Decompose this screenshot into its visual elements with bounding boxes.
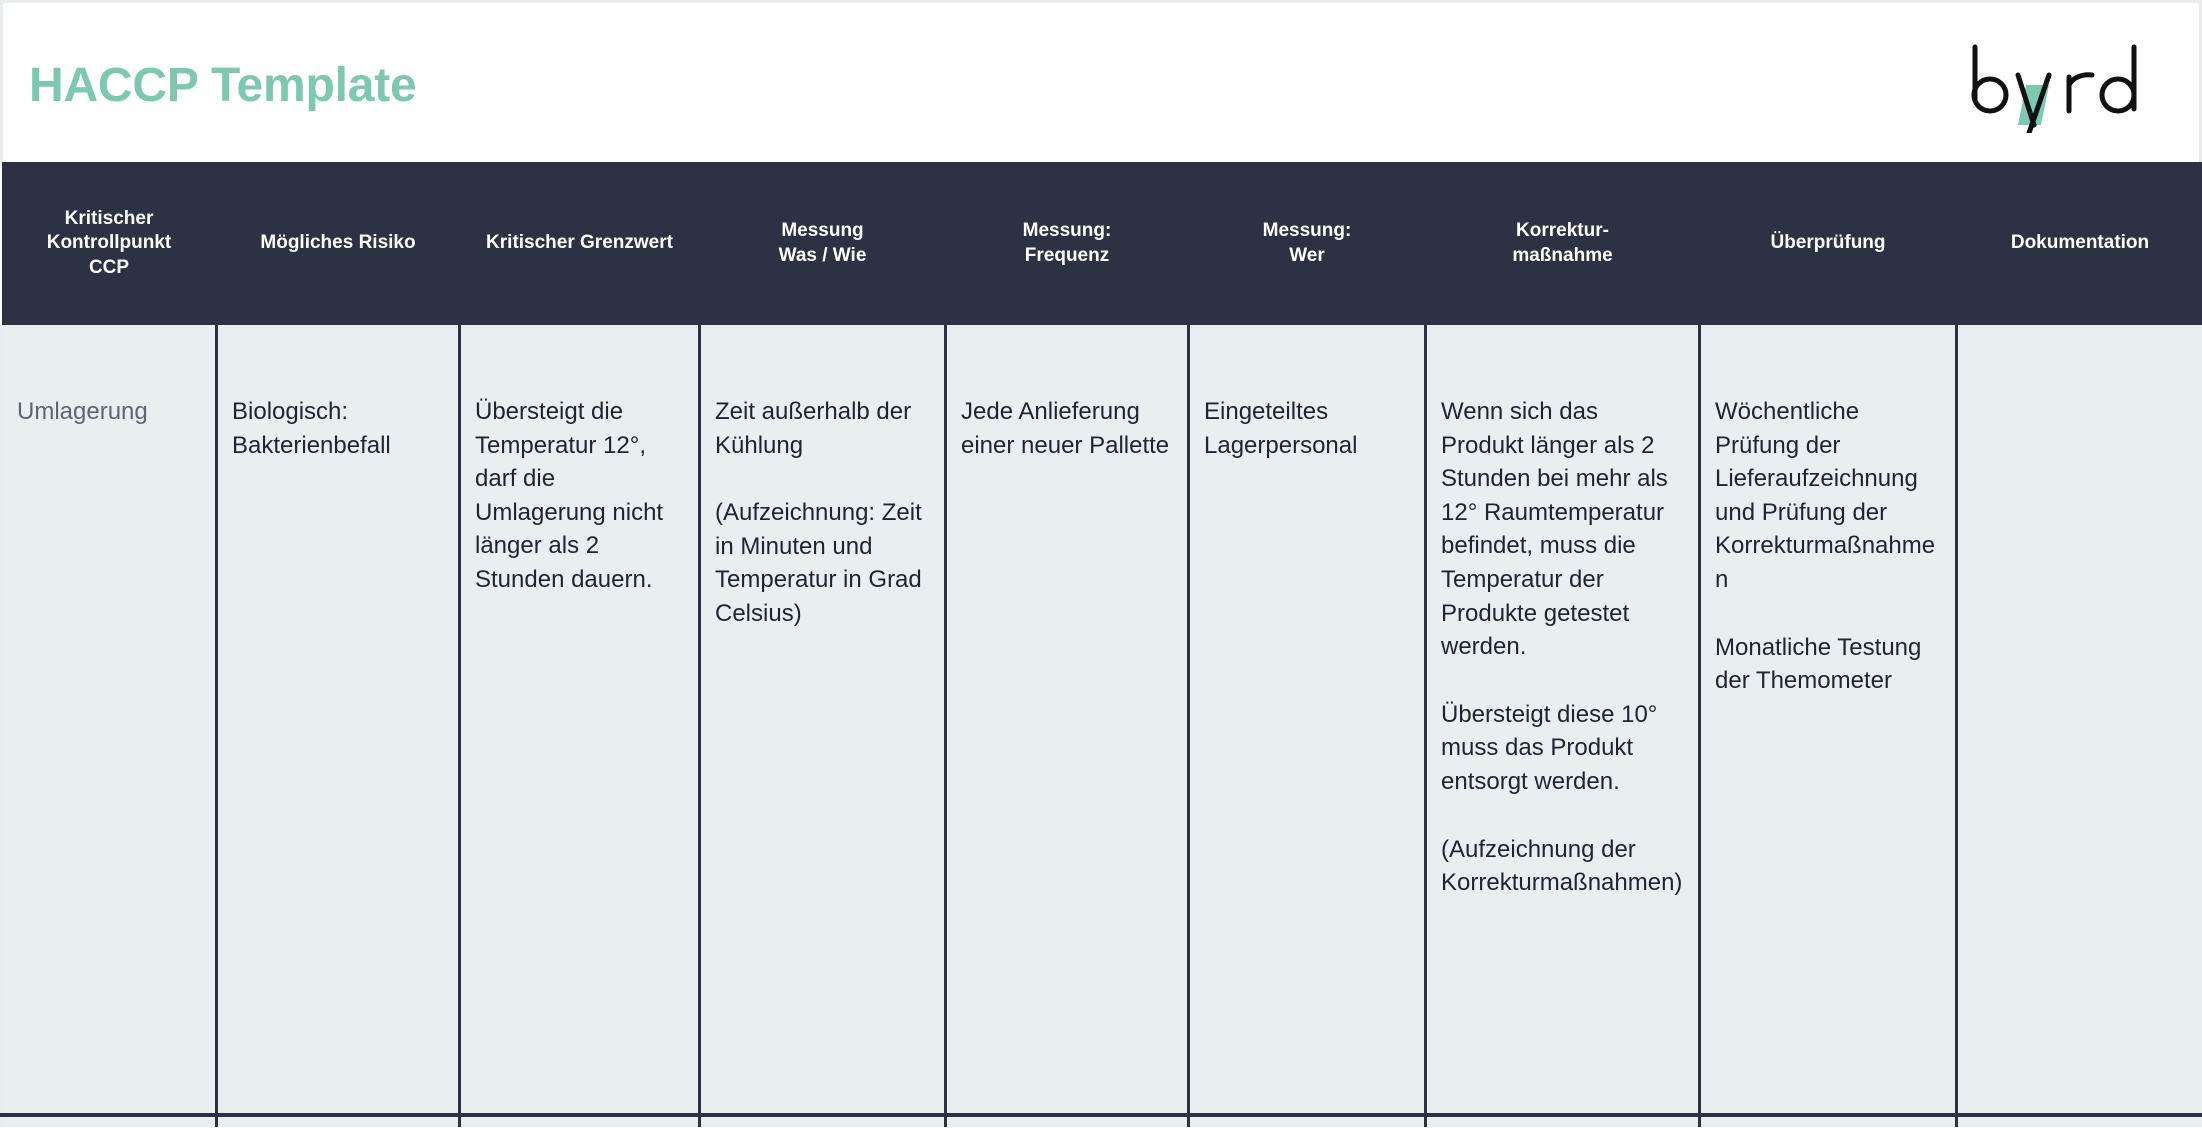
next-row-cell [458,1117,698,1127]
table-body [2,325,2202,1115]
column-header-line: CCP [88,256,130,278]
column-header-line: Was / Wie [778,244,867,266]
column-header-line: Frequenz [1024,244,1110,266]
next-row-cell [698,1117,944,1127]
cell-messung-wer[interactable] [1189,325,1426,1115]
column-header-korrekturmassnahme [1426,162,1700,325]
next-row-cell [1424,1117,1698,1127]
column-header-line: maßnahme [1512,244,1613,266]
column-header-line: Kontrollpunkt [46,232,172,254]
column-header-grenzwert [460,162,700,325]
next-row-cell [1698,1117,1955,1127]
column-header-risiko [217,162,460,325]
column-header-line: Korrektur- [1516,220,1609,242]
cell-risiko[interactable] [217,325,460,1115]
cell-korrekturmassnahme[interactable] [1426,325,1700,1115]
document-header [0,0,2202,162]
cell-paragraph: Übersteigt die Temperatur 12°, darf die Umlagerung nicht länger als 2 Stunden dauern. [475,398,664,593]
cell-paragraph: Wenn sich das Produkt länger als 2 Stunden bei mehr als 12° Raumtemperatur befindet, muss die Temperatur der Produkte getestet werden. [1441,398,1668,661]
column-header-messung-was-wie [700,162,946,325]
column-header-messung-frequenz [946,162,1189,325]
next-row-cell [215,1117,458,1127]
cell-paragraph: Jede Anlieferung einer neuer Pallette [961,398,1170,459]
column-header-ccp [2,162,217,325]
next-row-cell [0,1117,215,1127]
column-header-line: Mögliches Risiko [260,232,416,254]
column-header-messung-wer [1189,162,1426,325]
next-row-cell [944,1117,1187,1127]
cell-messung-was-wie[interactable] [700,325,946,1115]
cell-grenzwert[interactable] [460,325,700,1115]
next-row-cell [1955,1117,2202,1127]
cell-paragraph: (Aufzeichnung: Zeit in Minuten und Temperatur in Grad Celsius) [715,499,922,627]
cell-paragraph: Umlagerung [17,398,148,425]
column-header-dokumentation [1957,162,2202,325]
column-header-line: Überprüfung [1770,232,1886,254]
cell-paragraph: (Aufzeichnung der Korrekturmaßnahmen) [1441,835,1683,897]
page-title: HACCP Template [29,58,417,112]
cell-paragraph: Eingeteiltes Lagerpersonal [1204,398,1358,459]
column-header-line: Messung: [1022,220,1112,242]
cell-ueberpruefung[interactable] [1700,325,1957,1115]
column-header-line: Messung [781,220,864,242]
column-header-line: Messung: [1262,220,1352,242]
byrd-logo [1963,37,2153,133]
next-row-preview [0,1117,2202,1127]
column-header-ueberpruefung [1700,162,1957,325]
cell-dokumentation[interactable] [1957,325,2202,1115]
column-header-line: Wer [1289,244,1325,266]
next-row-cell [1187,1117,1424,1127]
cell-paragraph: Übersteigt diese 10° muss das Produkt entsorgt werden. [1441,700,1658,795]
cell-paragraph: Biologisch: Bakterienbefall [232,398,391,459]
cell-paragraph: Wöchentliche Prüfung der Lieferaufzeichnung und Prüfung der Korrekturmaßnahmen [1715,398,1936,593]
haccp-table [0,162,2202,1117]
cell-ccp[interactable] [2,325,217,1115]
table-header-row [2,162,2202,325]
cell-paragraph: Zeit außerhalb der Kühlung [715,398,912,459]
column-header-line: Dokumentation [2010,232,2150,254]
cell-paragraph: Monatliche Testung der Themometer [1715,633,1922,695]
column-header-line: Kritischer Grenzwert [486,232,673,254]
cell-messung-frequenz[interactable] [946,325,1189,1115]
table-row [2,325,2202,1115]
column-header-line: Kritischer [64,208,154,230]
